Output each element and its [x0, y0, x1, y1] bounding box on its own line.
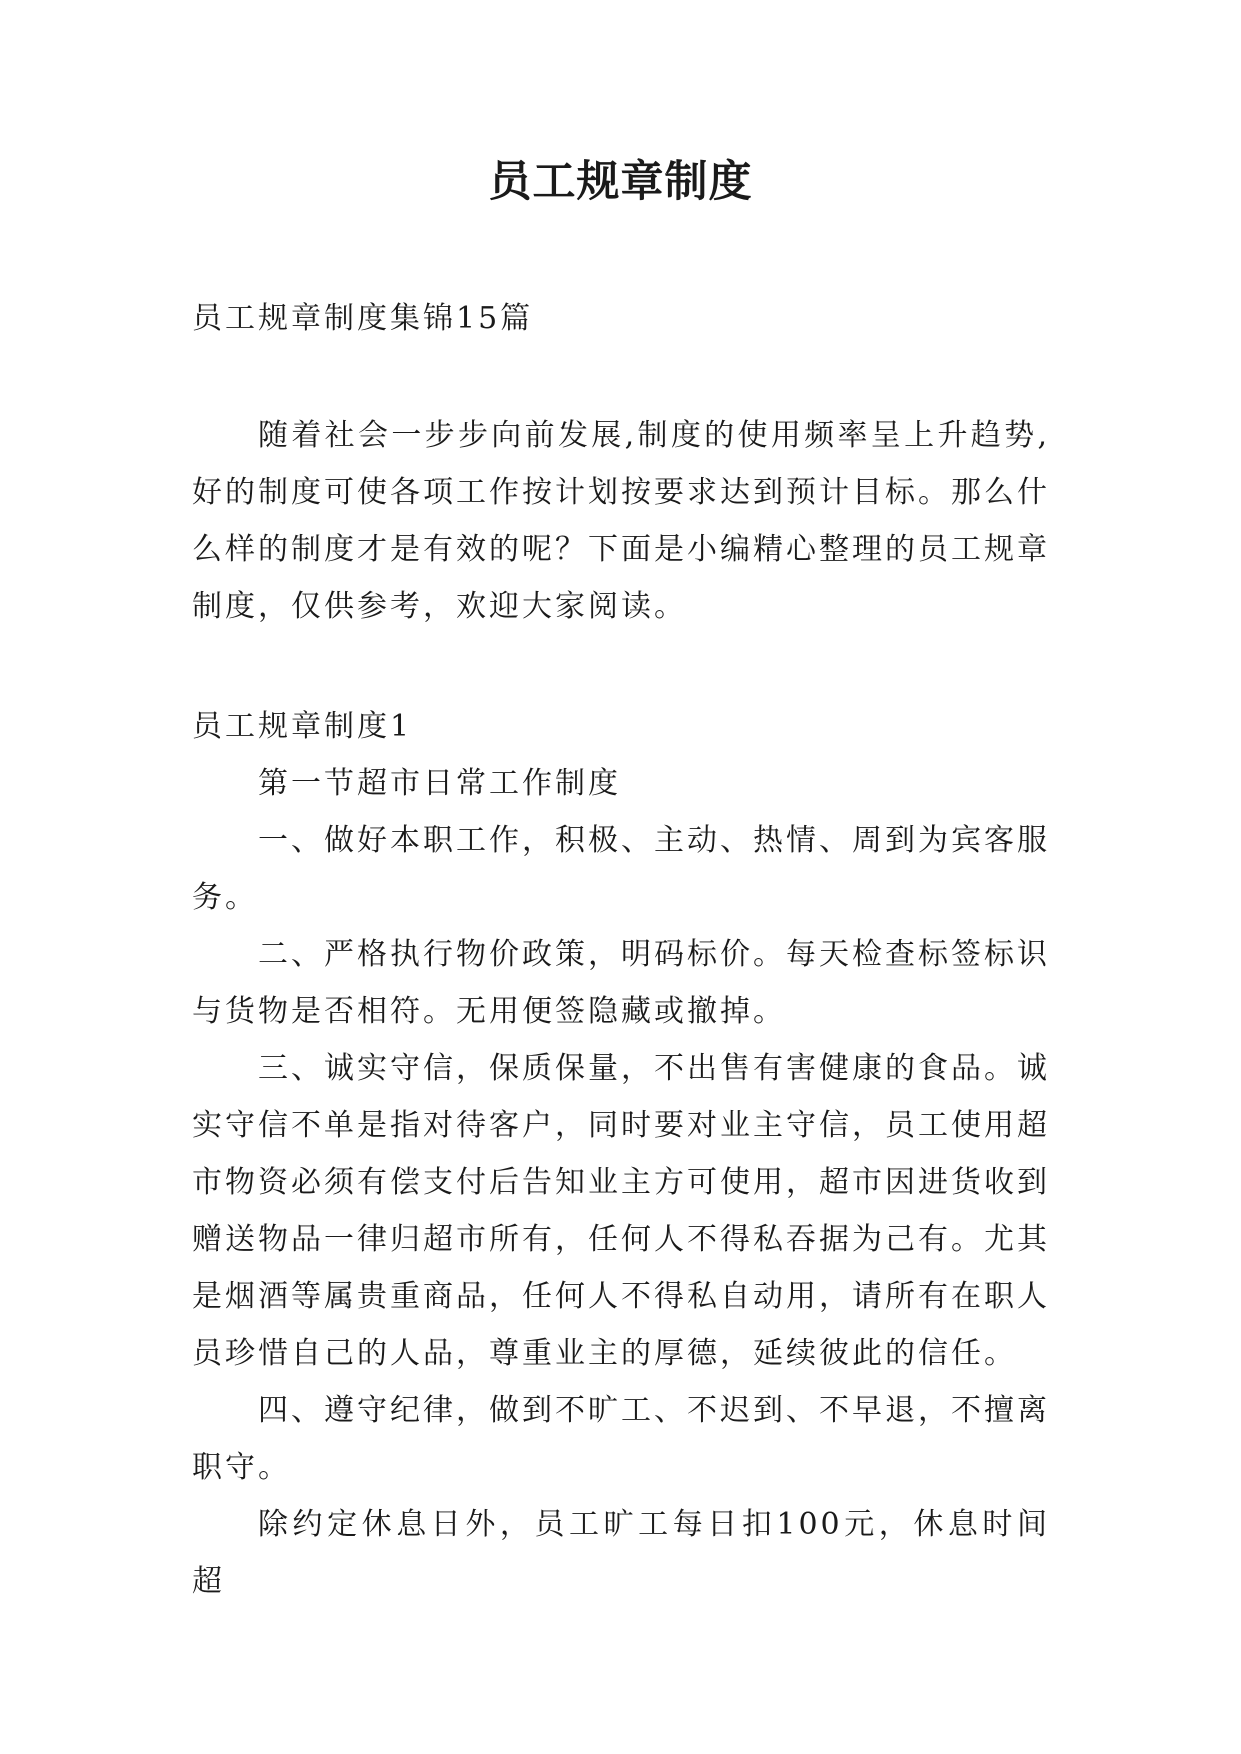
- document-title: 员工规章制度: [488, 157, 753, 207]
- section-heading: 员工规章制度1: [192, 709, 413, 744]
- section-content: [192, 755, 1050, 1610]
- paragraph: 四、遵守纪律，做到不旷工、不迟到、不早退，不擅离职守。: [192, 1393, 1050, 1485]
- paragraph: 除约定休息日外，员工旷工每日扣100元，休息时间超: [192, 1507, 1050, 1599]
- paragraph: 二、严格执行物价政策，明码标价。每天检查标签标识与货物是否相符。无用便签隐藏或撤掉。: [192, 937, 1050, 1029]
- document-subtitle: 员工规章制度集锦15篇: [192, 301, 534, 336]
- paragraph: 第一节超市日常工作制度: [258, 766, 621, 801]
- intro-paragraph: 随着社会一步步向前发展,制度的使用频率呈上升趋势,好的制度可使各项工作按计划按要求达到预计目标。那么什么样的制度才是有效的呢？下面是小编精心整理的员工规章制度，仅供参考，欢迎大家阅读。: [192, 418, 1050, 624]
- paragraph: 一、做好本职工作，积极、主动、热情、周到为宾客服务。: [192, 823, 1050, 915]
- paragraph: 三、诚实守信，保质保量，不出售有害健康的食品。诚实守信不单是指对待客户，同时要对业主守信，员工使用超市物资必须有偿支付后告知业主方可使用，超市因进货收到赠送物品一律归超市所有，任何人不得私吞据为己有。尤其是烟酒等属贵重商品，任何人不得私自动用，请所有在职人员珍惜自己的人品，尊重业主的厚德，延续彼此的信任。: [192, 1051, 1050, 1371]
